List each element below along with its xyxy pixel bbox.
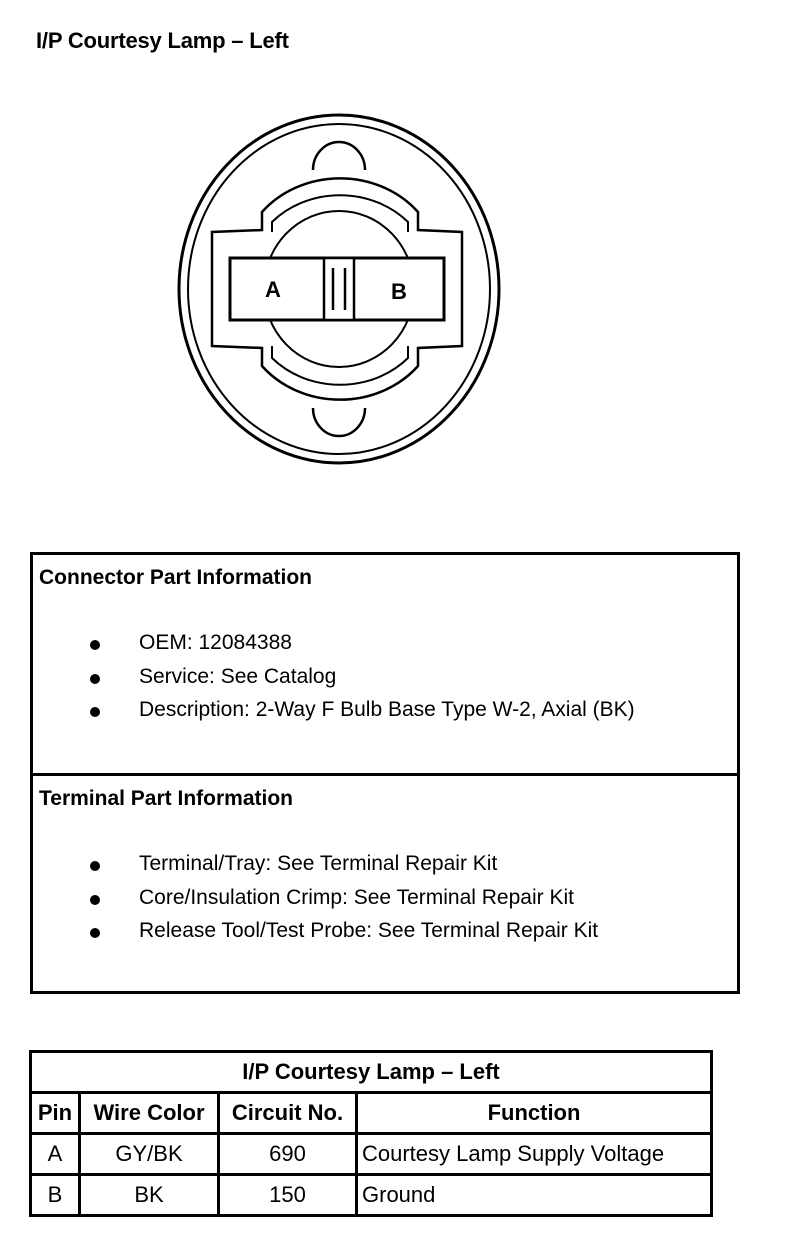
pinout-table	[29, 1050, 713, 1217]
cell-circuit-no: 690	[219, 1134, 357, 1175]
page-title: I/P Courtesy Lamp – Left	[36, 28, 289, 53]
center-divider	[324, 258, 354, 320]
cell-function: Ground	[357, 1175, 712, 1216]
bullet-icon	[90, 928, 100, 938]
bottom-lug	[313, 408, 365, 436]
bullet-icon	[90, 895, 100, 905]
list-item-text: Core/Insulation Crimp: See Terminal Repair Kit	[139, 885, 574, 909]
cell-circuit-no: 150	[219, 1175, 357, 1216]
col-header-pin: Pin	[31, 1093, 80, 1134]
top-lug	[313, 142, 365, 170]
col-header-function: Function	[357, 1093, 712, 1134]
bullet-icon	[90, 674, 100, 684]
col-header-wire-color: Wire Color	[80, 1093, 219, 1134]
table-title: I/P Courtesy Lamp – Left	[31, 1052, 712, 1093]
table-row	[31, 1175, 712, 1216]
cell-pin: B	[31, 1175, 80, 1216]
bullet-icon	[90, 861, 100, 871]
bullet-icon	[90, 640, 100, 650]
connector-part-heading: Connector Part Information	[39, 566, 313, 589]
cell-wire-color: BK	[80, 1175, 219, 1216]
bullet-icon	[90, 707, 100, 717]
pin-label-a: A	[265, 277, 281, 302]
list-item-text: Terminal/Tray: See Terminal Repair Kit	[139, 852, 498, 875]
part-info-box	[30, 552, 740, 994]
col-header-circuit-no: Circuit No.	[219, 1093, 357, 1134]
terminal-part-section	[33, 776, 737, 991]
cell-wire-color: GY/BK	[80, 1134, 219, 1175]
list-item-text: OEM: 12084388	[139, 631, 292, 654]
table-header-row	[31, 1093, 712, 1134]
list-item-text: Description: 2-Way F Bulb Base Type W-2, Axial (BK)	[139, 698, 635, 721]
connector-part-section	[33, 555, 737, 776]
cell-pin: A	[31, 1134, 80, 1175]
connector-diagram	[0, 0, 800, 520]
list-item-text: Service: See Catalog	[139, 664, 337, 688]
terminal-part-heading: Terminal Part Information	[39, 787, 293, 810]
list-item-text: Release Tool/Test Probe: See Terminal Repair Kit	[139, 919, 599, 942]
cell-function: Courtesy Lamp Supply Voltage	[357, 1134, 712, 1175]
pin-label-b: B	[391, 279, 407, 304]
table-row	[31, 1134, 712, 1175]
